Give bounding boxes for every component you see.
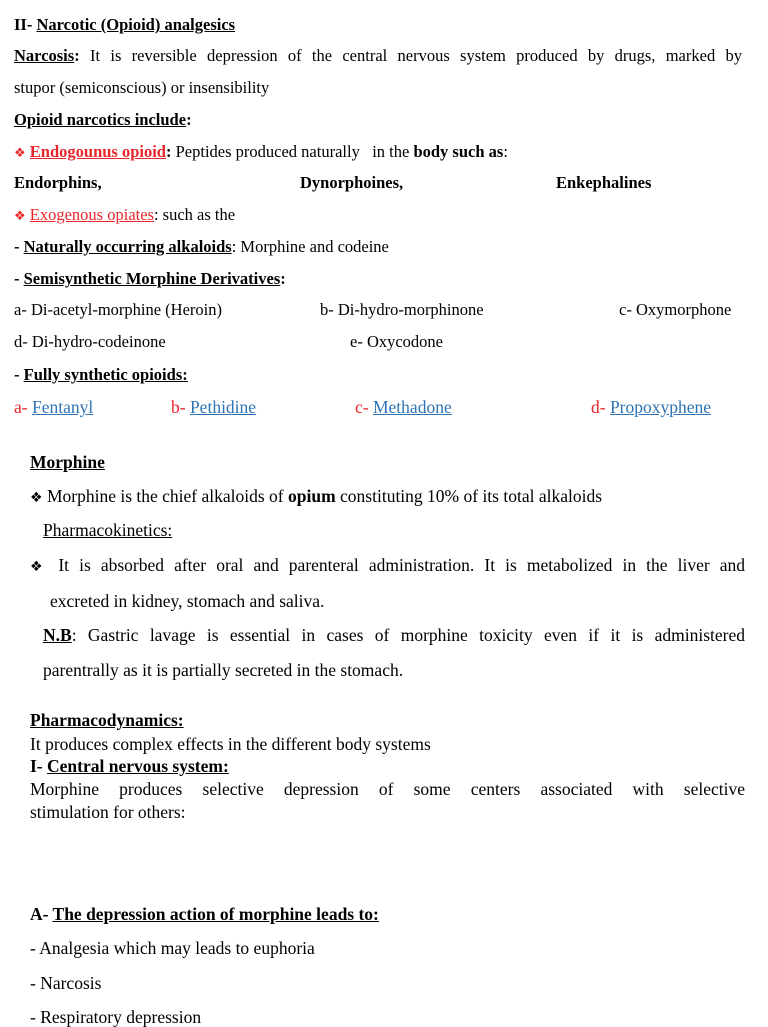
- natural-alkaloids-line: - Naturally occurring alkaloids: Morphine and codeine: [14, 237, 389, 256]
- endogenous-item: Endorphins,: [14, 173, 102, 192]
- pharmacokinetics-line2: excreted in kidney, stomach and saliva.: [50, 591, 325, 611]
- fully-synthetic-heading: - Fully synthetic opioids:: [14, 365, 188, 384]
- semisynthetic-heading: - Semisynthetic Morphine Derivatives:: [14, 269, 286, 288]
- list-item: - Respiratory depression: [30, 1007, 202, 1027]
- synthetic-item-propoxyphene[interactable]: d- Propoxyphene: [591, 397, 712, 417]
- cns-heading: I- Central nervous system:: [30, 756, 229, 776]
- endogenous-item: Enkephalines: [556, 173, 652, 192]
- list-item: - Analgesia which may leads to euphoria: [30, 938, 315, 958]
- diamond-bullet-icon: ❖: [30, 559, 49, 575]
- narcosis-definition-line1: Narcosis: It is reversible depression of the central nervous system produced by drugs, marked by: [14, 46, 742, 65]
- synthetic-item-fentanyl[interactable]: a- Fentanyl: [14, 397, 94, 417]
- semisynthetic-item: e- Oxycodone: [350, 332, 444, 351]
- endogenous-item: Dynorphoines,: [300, 173, 404, 192]
- synthetic-item-methadone[interactable]: c- Methadone: [355, 397, 452, 417]
- diamond-bullet-icon: ❖: [30, 490, 43, 506]
- narcosis-definition-line2: stupor (semiconscious) or insensibility: [14, 78, 270, 97]
- cns-description-line1: Morphine produces selective depression of some centers associated with selective: [30, 779, 745, 799]
- synthetic-item-pethidine[interactable]: b- Pethidine: [171, 397, 257, 417]
- nb-note-line1: N.B: Gastric lavage is essential in cases of morphine toxicity even if it is administered: [43, 625, 745, 645]
- pharmacokinetics-title: Pharmacokinetics:: [43, 520, 173, 540]
- diamond-bullet-icon: ❖: [14, 146, 26, 161]
- pharmacodynamics-intro: It produces complex effects in the different body systems: [30, 734, 431, 754]
- diamond-bullet-icon: ❖: [14, 209, 26, 224]
- section-heading: II- Narcotic (Opioid) analgesics: [14, 15, 236, 34]
- cns-description-line2: stimulation for others:: [30, 802, 186, 822]
- nb-note-line2: parentrally as it is partially secreted in the stomach.: [43, 660, 404, 680]
- morphine-chief-alkaloid-line: ❖ Morphine is the chief alkaloids of opium constituting 10% of its total alkaloids: [30, 486, 603, 506]
- list-item: - Narcosis: [30, 973, 102, 993]
- semisynthetic-item: d- Di-hydro-codeinone: [14, 332, 166, 351]
- semisynthetic-item: a- Di-acetyl-morphine (Heroin): [14, 300, 222, 319]
- semisynthetic-item: b- Di-hydro-morphinone: [320, 300, 484, 319]
- endogenous-opioid-line: ❖ Endogounus opioid: Peptides produced naturally in the body such as:: [14, 142, 508, 161]
- opioid-include-heading: Opioid narcotics include:: [14, 110, 192, 129]
- semisynthetic-item: c- Oxymorphone: [619, 300, 732, 319]
- pharmacokinetics-line1: ❖ It is absorbed after oral and parenteral administration. It is metabolized in the liver and: [30, 555, 745, 575]
- morphine-title: Morphine: [30, 452, 105, 472]
- depression-action-heading: A- The depression action of morphine leads to:: [30, 904, 379, 924]
- pharmacodynamics-title: Pharmacodynamics:: [30, 710, 184, 730]
- exogenous-opiates-line: ❖ Exogenous opiates: such as the: [14, 205, 236, 224]
